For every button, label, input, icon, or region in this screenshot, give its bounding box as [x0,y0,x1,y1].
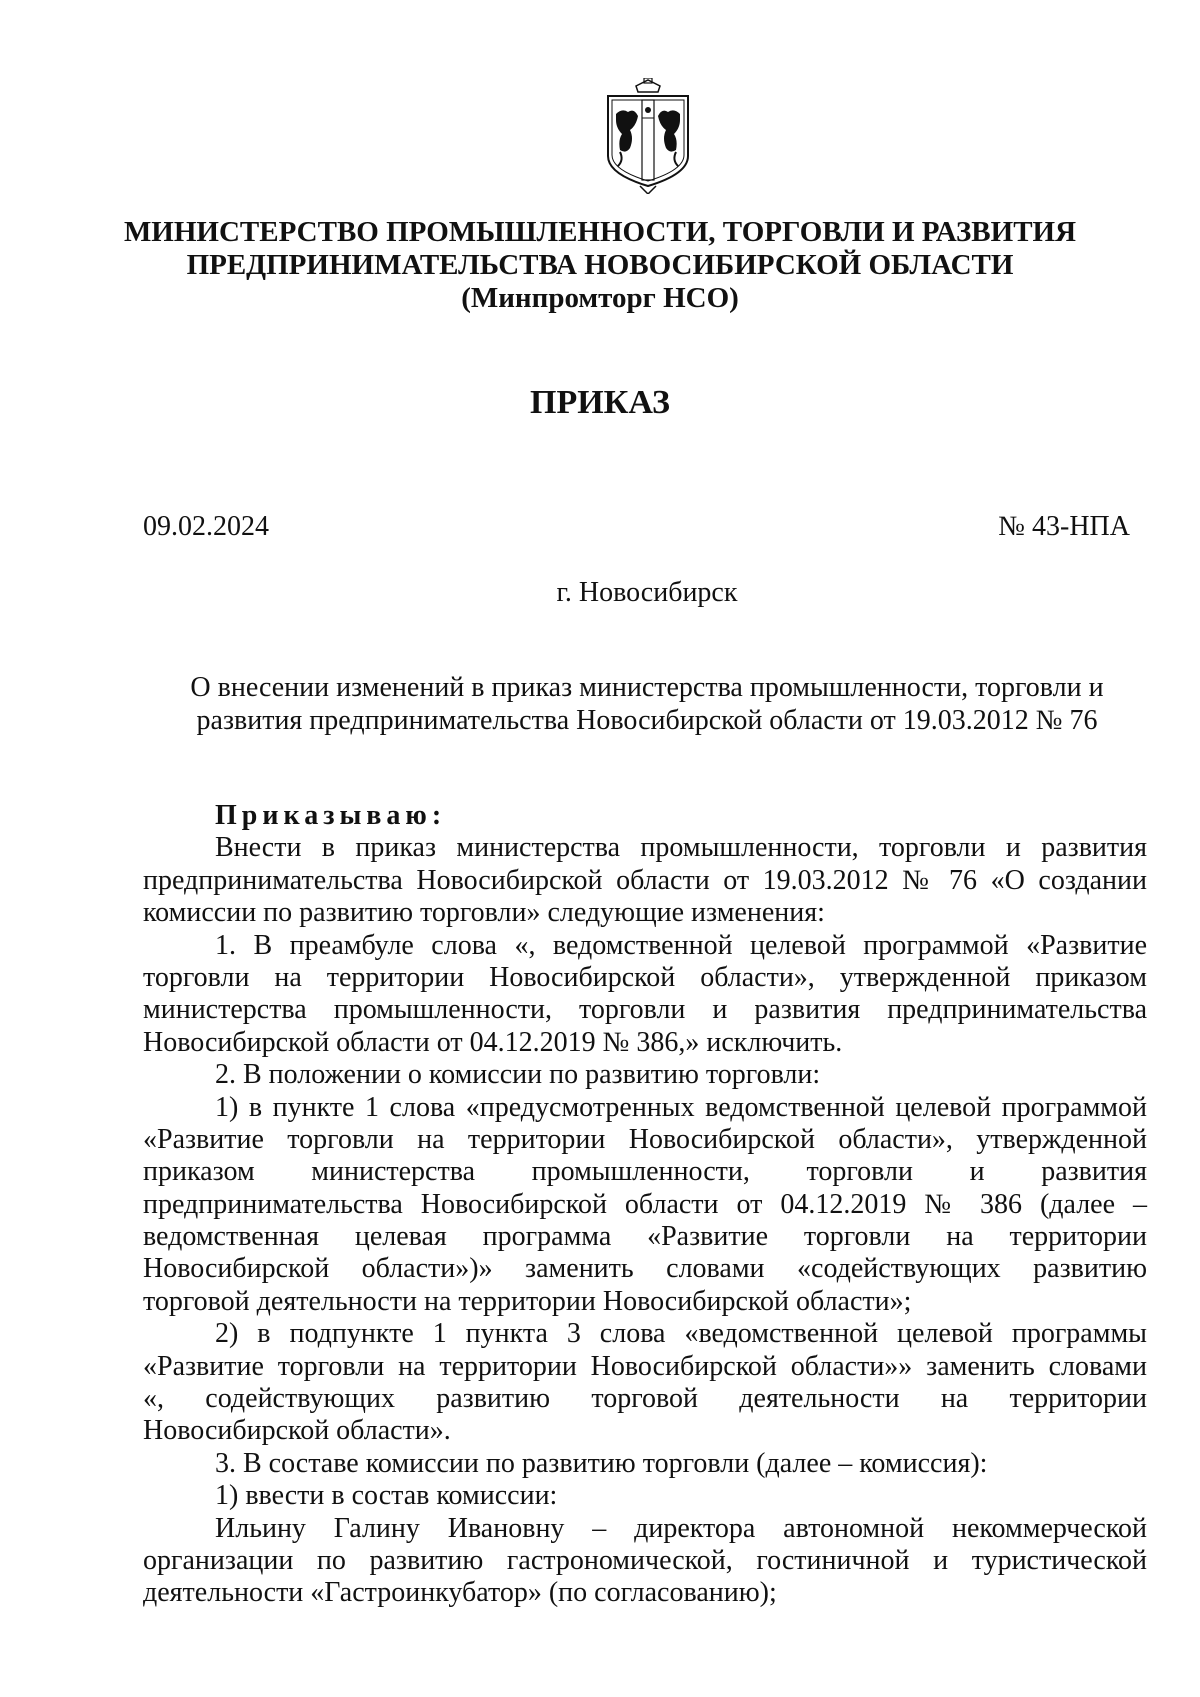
body-line: 1. В преамбуле слова «, ведомственной целевой программой «Развитие [215,929,1147,961]
organization-name [100,216,1100,315]
body-line: торговли на территории Новосибирской области», утвержденной приказом [143,961,1147,993]
body-line: деятельности «Гастроинкубатор» (по согласованию); [143,1577,777,1609]
body-line: Внести в приказ министерства промышленности, торговли и развития [215,832,1147,864]
body-line: 2. В положении о комиссии по развитию торговли: [215,1059,821,1091]
order-word: Приказываю: [215,800,447,831]
body-line: 1) ввести в состав комиссии: [215,1480,558,1512]
organization-name-line-1: МИНИСТЕРСТВО ПРОМЫШЛЕННОСТИ, ТОРГОВЛИ И РАЗВИТИЯ [123,216,1077,248]
body-line: «Развитие торговли на территории Новосибирской области», утвержденной [143,1123,1147,1155]
body-line: предпринимательства Новосибирской области от 19.03.2012 № 76 «О создании [143,864,1147,896]
document-type: ПРИКАЗ [530,384,670,421]
body-line: министерства промышленности, торговли и развития предпринимательства [143,994,1147,1026]
body-line: Новосибирской области». [143,1415,451,1447]
body-line: торговой деятельности на территории Новосибирской области»; [143,1285,912,1317]
organization-name-line-2: ПРЕДПРИНИМАТЕЛЬСТВА НОВОСИБИРСКОЙ ОБЛАСТИ [186,249,1014,281]
subject-line-2: развития предпринимательства Новосибирской области от 19.03.2012 № 76 [196,705,1098,736]
body-line: ведомственная целевая программа «Развитие торговли на территории [143,1221,1147,1253]
body-line: Новосибирской области от 04.12.2019 № 386,» исключить. [143,1026,843,1058]
document-city: г. Новосибирск [556,577,738,608]
coat-of-arms-icon [600,78,696,194]
body-line: организации по развитию гастрономической, гостиничной и туристической [143,1544,1147,1576]
body-line: 2) в подпункте 1 пункта 3 слова «ведомственной целевой программы [215,1318,1147,1350]
body-line: приказом министерства промышленности, торговли и развития [143,1156,1147,1188]
organization-short-name: (Минпромторг НСО) [461,282,739,314]
body-line: «, содействующих развитию торговой деятельности на территории [143,1383,1147,1415]
document-number: № 43-НПА [998,511,1130,542]
body-line: Ильину Галину Ивановну – директора автономной некоммерческой [215,1512,1147,1544]
body-line: комиссии по развитию торговли» следующие изменения: [143,897,825,929]
subject-line-1: О внесении изменений в приказ министерства промышленности, торговли и [190,672,1104,703]
body-line: 3. В составе комиссии по развитию торговли (далее – комиссия): [215,1447,988,1479]
body-line: Новосибирской области»)» заменить словами «содействующих развитию [143,1253,1147,1285]
body-line: 1) в пункте 1 слова «предусмотренных ведомственной целевой программой [215,1091,1147,1123]
body-line: «Развитие торговли на территории Новосибирской области»» заменить словами [143,1350,1147,1382]
document-date: 09.02.2024 [143,511,269,542]
document-body [143,800,1147,1610]
body-line: предпринимательства Новосибирской области от 04.12.2019 № 386 (далее – [143,1188,1147,1220]
document-subject [100,671,1194,737]
